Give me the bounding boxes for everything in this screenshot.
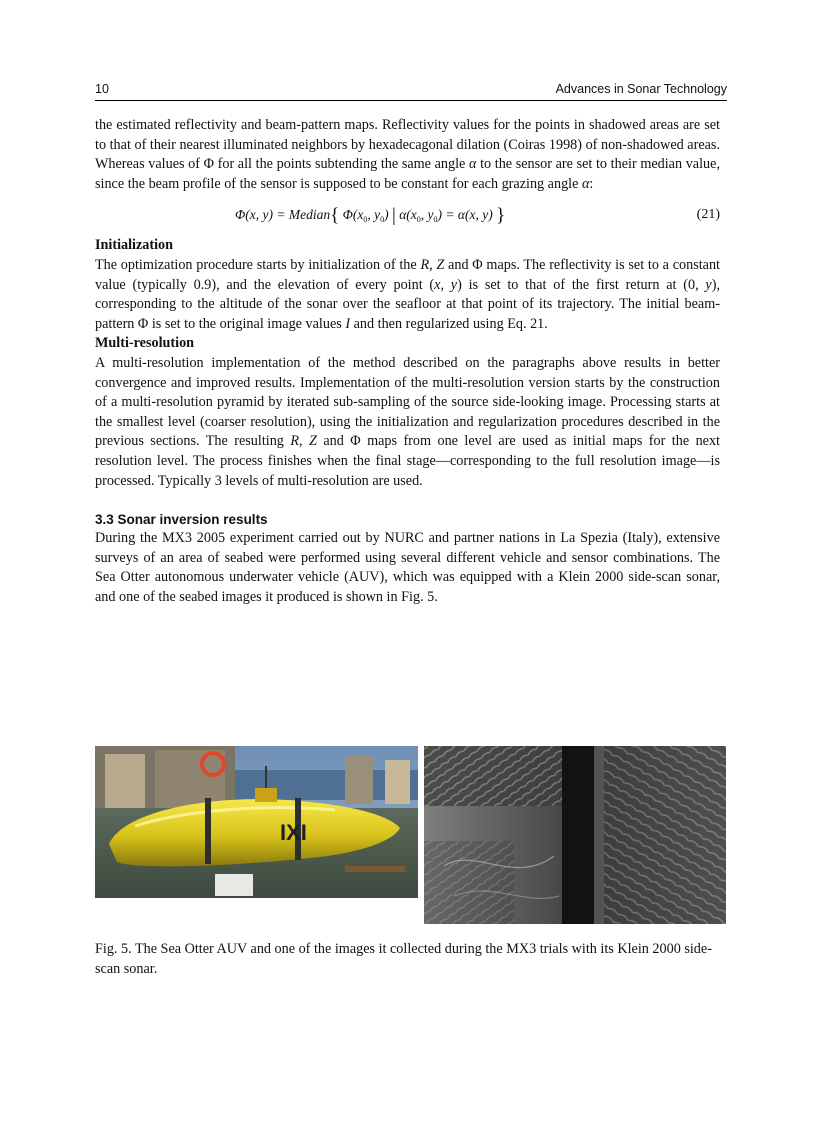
eq-comma: , y bbox=[367, 207, 381, 223]
var-r: R bbox=[290, 433, 299, 450]
var-z: Z bbox=[436, 256, 445, 273]
figure-caption: Fig. 5. The Sea Otter AUV and one of the images it collected during the MX3 trials with its Klein 2000 side-scan sonar. bbox=[95, 941, 712, 977]
initialization-paragraph bbox=[95, 236, 720, 334]
running-header bbox=[95, 82, 727, 101]
eq-subscript: 0 bbox=[380, 215, 385, 225]
eq-comma: , y bbox=[420, 207, 434, 223]
var-i: I bbox=[345, 315, 351, 332]
var-y: y bbox=[705, 276, 712, 293]
equation-formula bbox=[235, 205, 505, 230]
init-text: ) is set to that of the first return at (0, bbox=[457, 276, 706, 293]
multiresolution-heading: Multi-resolution bbox=[95, 335, 195, 352]
init-text: and Φ maps. The reflectivity is set to a constant value (typically 0.9), and the elevation of every point ( bbox=[95, 256, 720, 293]
intro-text-c: : bbox=[589, 175, 594, 192]
eq-lhs: Φ(x, y) = bbox=[235, 207, 289, 223]
var-r: R bbox=[420, 256, 430, 273]
page-number: 10 bbox=[95, 82, 109, 96]
equation-number: (21) bbox=[696, 207, 720, 223]
intro-text-a: the estimated reflectivity and beam-pattern maps. Reflectivity values for the points in shadowed areas are set to that of their nearest illuminated neighbors by hexadecagonal dilation (Coiras 1998) of non-shadowed areas. Whereas values of Φ for all the points subtending the same angle bbox=[95, 117, 720, 173]
multires-text: , bbox=[299, 433, 309, 450]
eq-subscript: 0 bbox=[416, 215, 421, 225]
eq-close: ) bbox=[384, 207, 393, 223]
alpha-symbol: α bbox=[468, 156, 477, 173]
init-text: , bbox=[429, 256, 437, 273]
eq-subscript: 0 bbox=[433, 215, 438, 225]
equation-21 bbox=[95, 205, 720, 227]
init-text: The optimization procedure starts by initialization of the bbox=[95, 256, 421, 273]
init-text: and then regularized using Eq. 21. bbox=[350, 315, 548, 332]
multires-text: and Φ maps from one level are used as initial maps for the next resolution level. The process finishes when the final stage—corresponding to the full resolution image—is processed. Typically 3 levels of multi-resolution are used. bbox=[95, 433, 720, 489]
alpha-symbol: α bbox=[581, 175, 590, 192]
eq-bar: | bbox=[392, 205, 396, 227]
section-paragraph: During the MX3 2005 experiment carried out by NURC and partner nations in La Spezia (Italy), extensive surveys of an area of seabed were performed using several different vehicle and sensor combinations. The Sea Otter autonomous underwater vehicle (AUV), which was equipped with a Klein 2000 side-scan sonar, and one of the seabed images it produced is shown in Fig. 5. bbox=[95, 530, 720, 605]
running-title: Advances in Sonar Technology bbox=[555, 82, 727, 96]
eq-term2: α(x bbox=[395, 207, 417, 223]
multiresolution-paragraph bbox=[95, 334, 720, 491]
section-heading: 3.3 Sonar inversion results bbox=[95, 512, 268, 528]
eq-median: Median bbox=[288, 207, 331, 223]
eq-open-brace: { bbox=[330, 205, 340, 227]
sonar-image bbox=[424, 746, 726, 924]
var-z: Z bbox=[309, 433, 317, 450]
intro-paragraph bbox=[95, 116, 720, 194]
eq-subscript: 0 bbox=[363, 215, 368, 225]
eq-close: ) = α(x, y) bbox=[437, 207, 497, 223]
intro-text-b: to the sensor are set to their median value, since the beam profile of the sensor is supposed to be constant for each grazing angle bbox=[95, 156, 720, 192]
multires-text: A multi-resolution implementation of the method described on the paragraphs above results in better convergence and improved results. Implementation of the multi-resolution version starts by the construction of a multi-resolution pyramid by iterated sub-sampling of the source side-looking image. Processing starts at the smallest level (coarser resolution), using the initialization and regularization procedures described in the previous sections. The resulting bbox=[95, 354, 720, 450]
var-xy: x, y bbox=[434, 276, 458, 293]
init-text: ), corresponding to the altitude of the sonar over the seafloor at that point of its trajectory. The initial beam-pattern Φ is set to the original image values bbox=[95, 276, 720, 332]
eq-close-brace: } bbox=[496, 205, 506, 227]
body-text bbox=[95, 116, 720, 607]
auv-photo-image bbox=[95, 746, 418, 898]
sonar-image-graphic bbox=[424, 746, 726, 924]
auv-photo bbox=[95, 746, 418, 898]
initialization-heading: Initialization bbox=[95, 237, 174, 254]
auv-logo-text: IXI bbox=[280, 820, 307, 845]
eq-term1: Φ(x bbox=[339, 207, 364, 223]
